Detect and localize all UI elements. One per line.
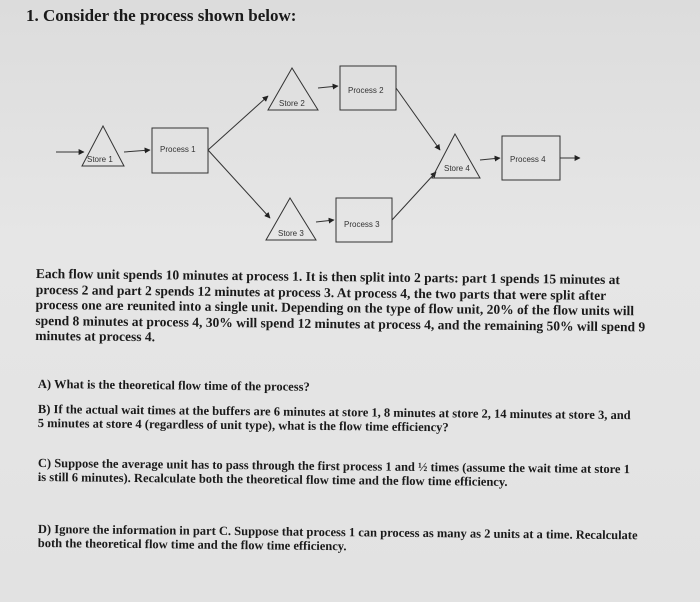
store-3-label: Store 3 xyxy=(278,229,304,238)
store-2-label: Store 2 xyxy=(279,99,305,108)
problem-paragraph: Each flow unit spends 10 minutes at process 1. It is then split into 2 parts: part 1 spends 15 minutes at process 2 and part 2 spends 12 minutes at process 3. At process 4, the two parts that were split after process one are reunited into a single unit. Depending on the type of flow unit, 20% of the flow units will spend 8 minutes at process 4, 30% will spend 12 minutes at process 4, and the remaining 50% will spend 9 minutes at process 4. xyxy=(35,266,646,345)
process-1-label: Process 1 xyxy=(160,145,196,154)
store-2-node xyxy=(268,68,318,110)
arrow-store4-process4 xyxy=(480,158,500,160)
process-4-label: Process 4 xyxy=(510,155,546,164)
process-1-node xyxy=(152,128,208,173)
store-3-node xyxy=(266,198,316,240)
part-d: D) Ignore the information in part C. Suppose that process 1 can process as many as 2 units at a time. Recalculate both the theoretical flow time and the flow time efficiency. xyxy=(37,522,638,554)
arrow-process1-store2 xyxy=(208,96,268,150)
store-4-label: Store 4 xyxy=(444,164,470,173)
part-a: A) What is the theoretical flow time of the process? xyxy=(37,377,310,394)
arrow-process1-store3 xyxy=(208,150,270,218)
process-2-node xyxy=(340,66,396,110)
process-flow-diagram xyxy=(0,0,700,260)
arrow-store3-process3 xyxy=(316,220,334,222)
store-1-node xyxy=(82,126,124,166)
arrow-process3-store4 xyxy=(392,172,436,220)
process-4-node xyxy=(502,136,560,180)
arrow-store1-process1 xyxy=(124,150,150,152)
process-3-label: Process 3 xyxy=(344,220,380,229)
process-3-node xyxy=(336,198,392,242)
store-4-node xyxy=(432,134,480,178)
part-b: B) If the actual wait times at the buffers are 6 minutes at store 1, 8 minutes at store 2, 14 minutes at store 3, and 5 minutes at store 4 (regardless of unit type), what is the flow time efficiency? xyxy=(37,402,631,435)
store-1-label: Store 1 xyxy=(87,155,113,164)
part-c: C) Suppose the average unit has to pass through the first process 1 and ½ times (assume the wait time at store 1 is still 6 minutes). Recalculate both the theoretical flow time and the flow time efficiency. xyxy=(37,456,630,489)
arrow-process2-store4 xyxy=(396,88,440,150)
question-heading: 1. Consider the process shown below: xyxy=(26,6,297,25)
arrow-store2-process2 xyxy=(318,86,338,88)
process-2-label: Process 2 xyxy=(348,86,384,95)
